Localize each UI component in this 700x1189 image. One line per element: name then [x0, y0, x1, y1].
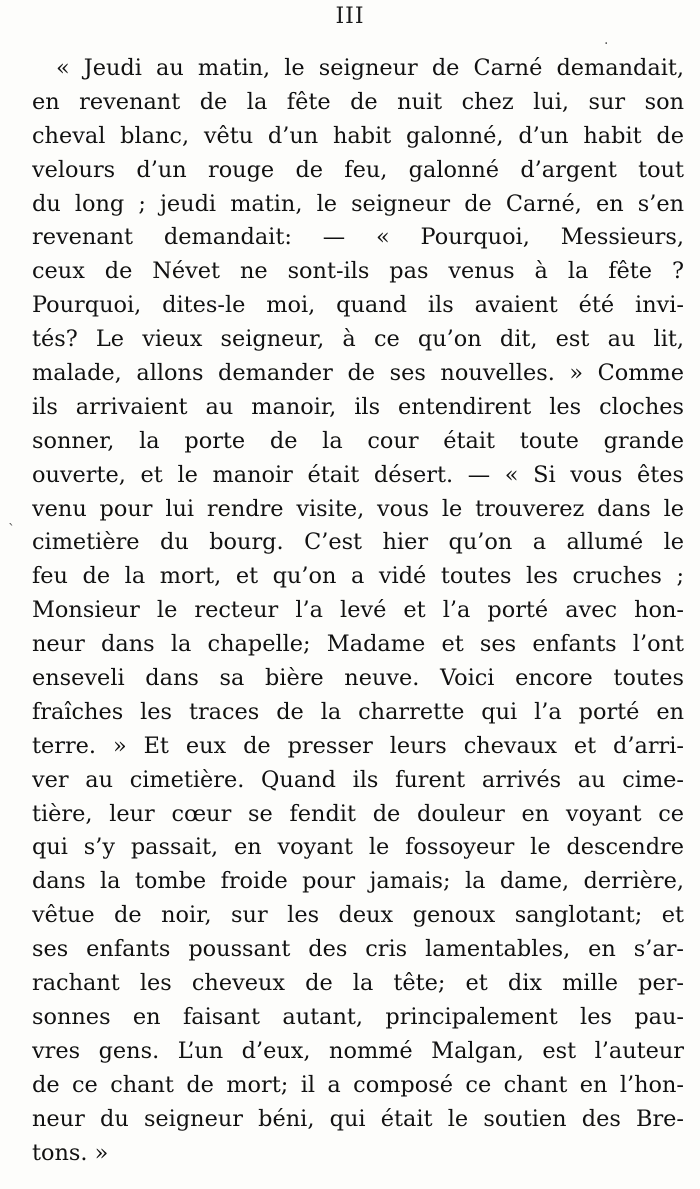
- text-line: malade, allons demander de ses nouvelles. » Comme: [32, 360, 684, 387]
- text-line: en revenant de la fête de nuit chez lui, sur son: [32, 88, 684, 115]
- text-line: cimetière du bourg. C’est hier qu’on a allumé le: [32, 529, 684, 556]
- section-heading: III: [335, 4, 365, 29]
- body-text: [32, 52, 684, 1170]
- text-line: revenant demandait: — « Pourquoi, Messieurs,: [32, 224, 684, 251]
- text-line: tière, leur cœur se fendit de douleur en voyant ce: [32, 800, 684, 827]
- text-line: ver au cimetière. Quand ils furent arrivés au cime-: [32, 766, 684, 793]
- text-line: dans la tombe froide pour jamais; la dame, derrière,: [32, 868, 684, 895]
- text-line: sonnes en faisant autant, principalement les pau-: [32, 1003, 684, 1030]
- text-line: fraîches les traces de la charrette qui l’a porté en: [32, 698, 684, 725]
- text-line: de ce chant de mort; il a composé ce chant en l’hon-: [32, 1071, 684, 1098]
- print-speck: ˎ: [8, 510, 15, 526]
- text-line: du long ; jeudi matin, le seigneur de Carné, en s’en: [32, 190, 684, 217]
- text-line: feu de la mort, et qu’on a vidé toutes les cruches ;: [32, 563, 684, 590]
- text-line: « Jeudi au matin, le seigneur de Carné demandait,: [56, 55, 684, 81]
- text-line: venu pour lui rendre visite, vous le trouverez dans le: [32, 495, 684, 522]
- print-speck: ·: [604, 36, 609, 52]
- text-line: ses enfants poussant des cris lamentables, en s’ar-: [32, 936, 684, 963]
- text-line: ils arrivaient au manoir, ils entendirent les cloches: [32, 393, 684, 420]
- text-line: rachant les cheveux de la tête; et dix mille per-: [32, 970, 684, 997]
- text-line: neur dans la chapelle; Madame et ses enfants l’ont: [32, 631, 684, 658]
- text-line: Monsieur le recteur l’a levé et l’a porté avec hon-: [32, 597, 684, 624]
- text-line: cheval blanc, vêtu d’un habit galonné, d’un habit de: [32, 122, 684, 149]
- text-line: neur du seigneur béni, qui était le soutien des Bre-: [32, 1105, 684, 1132]
- text-line: vres gens. L’un d’eux, nommé Malgan, est l’auteur: [32, 1037, 684, 1064]
- text-line: Pourquoi, dites-le moi, quand ils avaient été invi-: [32, 292, 684, 319]
- text-line: tés? Le vieux seigneur, à ce qu’on dit, est au lit,: [32, 326, 684, 353]
- text-line: enseveli dans sa bière neuve. Voici encore toutes: [32, 665, 684, 692]
- text-line: terre. » Et eux de presser leurs chevaux et d’arri-: [32, 732, 684, 759]
- text-line: sonner, la porte de la cour était toute grande: [32, 427, 684, 454]
- text-line: tons. »: [32, 1139, 109, 1166]
- text-line: ceux de Névet ne sont-ils pas venus à la fête ?: [32, 258, 684, 285]
- text-line: vêtue de noir, sur les deux genoux sanglotant; et: [32, 902, 684, 929]
- text-line: ouverte, et le manoir était désert. — « Si vous êtes: [32, 461, 684, 488]
- text-line: qui s’y passait, en voyant le fossoyeur le descendre: [32, 834, 684, 861]
- text-line: velours d’un rouge de feu, galonné d’argent tout: [32, 156, 684, 183]
